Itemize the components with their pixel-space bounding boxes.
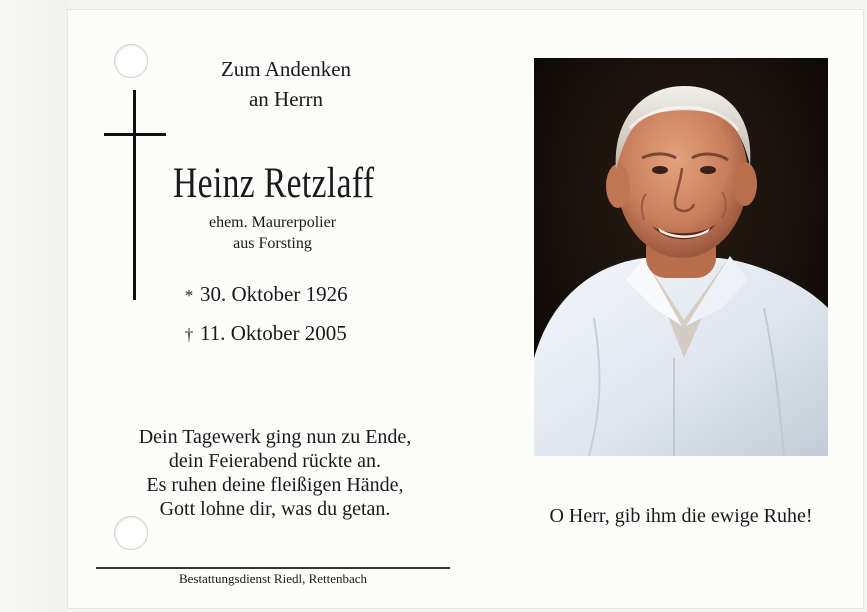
funeral-service-footer: Bestattungsdienst Riedl, Rettenbach	[178, 571, 368, 586]
birth-star-icon: *	[184, 286, 194, 305]
intro-line-1: Zum Andenken	[220, 57, 352, 81]
cross-icon	[133, 90, 136, 300]
occupation-text: ehem. Maurerpolier	[208, 214, 337, 231]
memorial-poem	[100, 425, 450, 521]
poem-line: Gott lohne dir, was du getan.	[159, 498, 391, 520]
poem-line: Es ruhen deine fleißigen Hände,	[146, 474, 404, 496]
poem-line: dein Feierabend rückte an.	[168, 450, 382, 472]
deceased-name: Heinz Retzlaff	[173, 160, 375, 207]
birth-date: 30. Oktober 1926	[200, 282, 348, 306]
portrait-photo	[534, 58, 828, 456]
birth-date-row	[180, 280, 348, 310]
origin-text: aus Forsting	[233, 235, 312, 252]
prayer-text: O Herr, gib ihm die ewige Ruhe!	[549, 505, 813, 527]
cross-icon-bar	[104, 133, 166, 136]
punch-hole-top	[114, 44, 148, 78]
scan-left-margin	[0, 0, 68, 612]
death-date-row	[180, 319, 347, 349]
portrait-illustration	[534, 58, 828, 456]
footer-divider	[96, 567, 450, 569]
death-date: 11. Oktober 2005	[200, 321, 347, 345]
intro-line-2: an Herrn	[248, 87, 324, 111]
poem-line: Dein Tagewerk ging nun zu Ende,	[138, 426, 412, 448]
death-dagger-icon: †	[184, 325, 194, 344]
punch-hole-bottom	[114, 516, 148, 550]
